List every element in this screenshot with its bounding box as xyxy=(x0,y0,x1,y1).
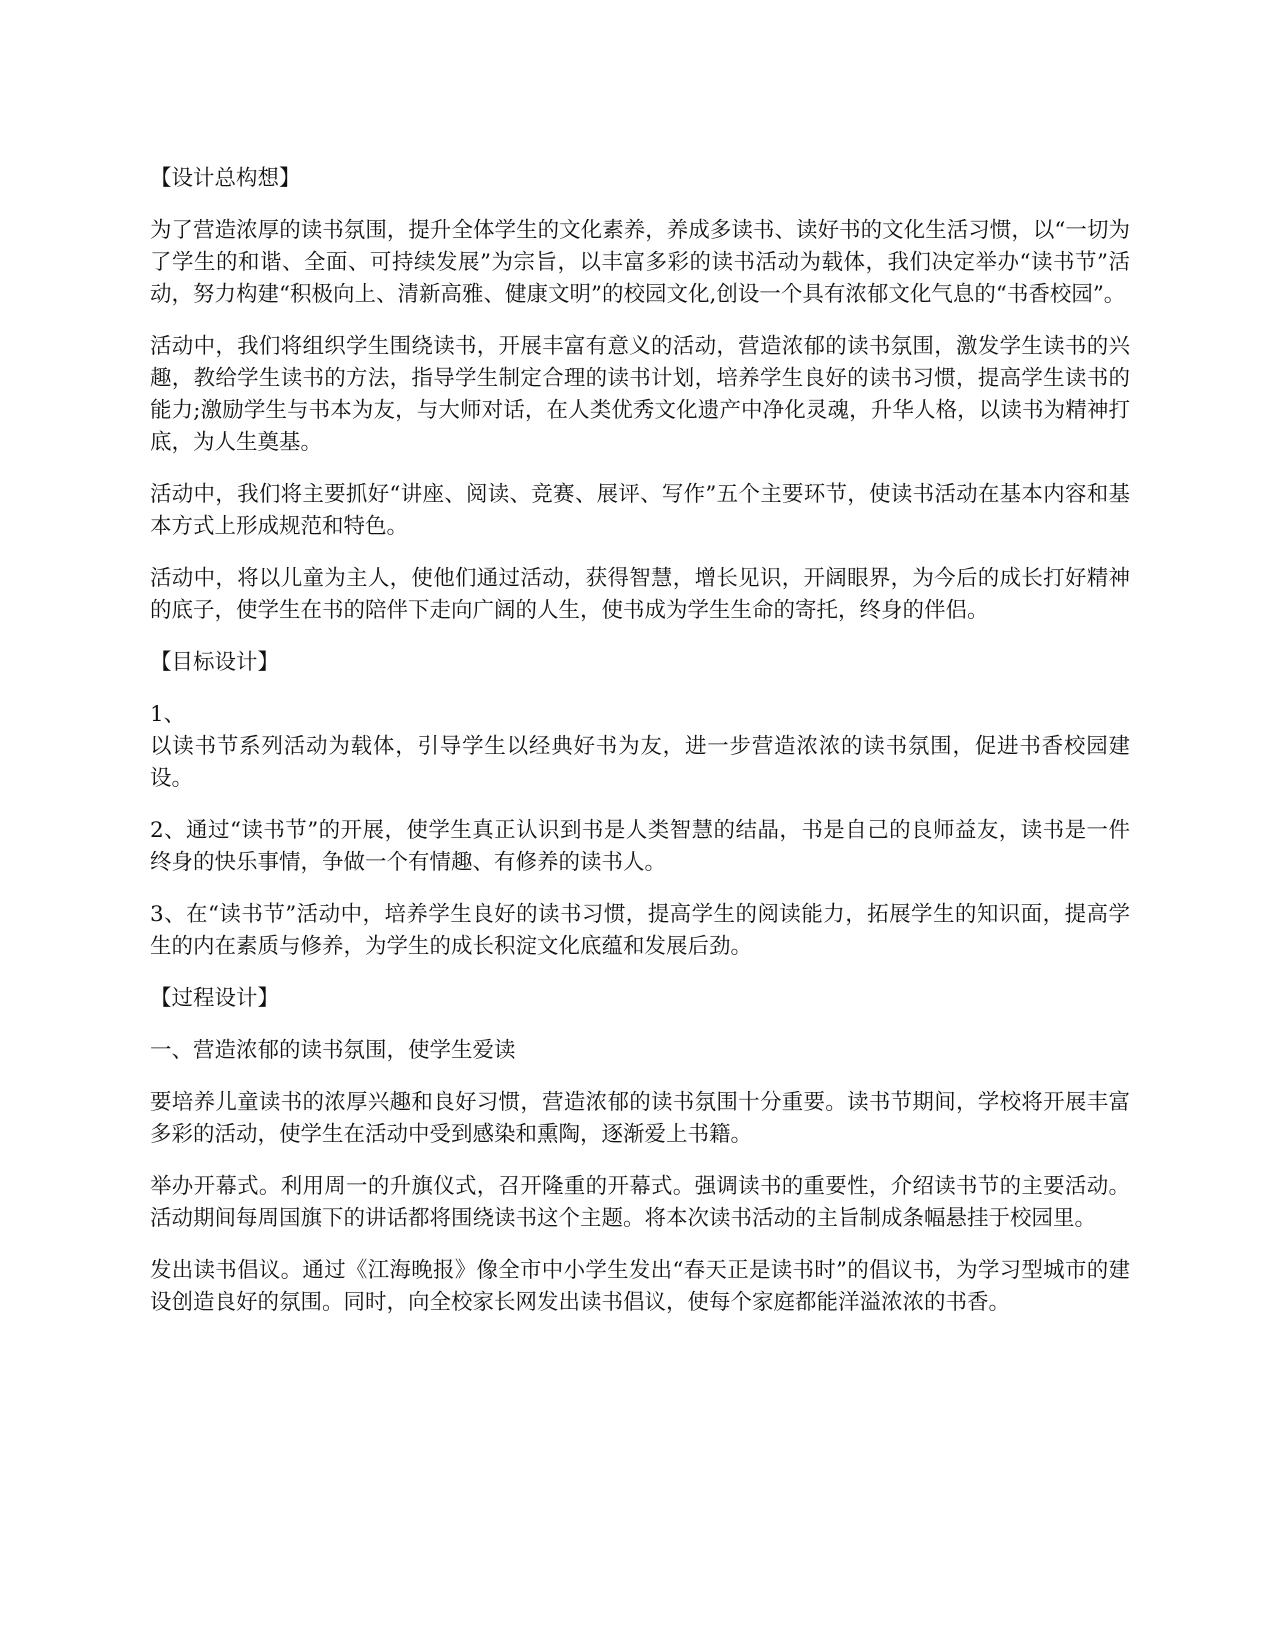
heading-design-concept: 【设计总构想】 xyxy=(150,166,301,191)
document-page xyxy=(150,163,1130,1339)
heading-goal-design: 【目标设计】 xyxy=(150,650,280,675)
goal-1-text: 以读书节系列活动为载体，引导学生以经典好书为友，进一步营造浓浓的读书氛围，促进书香校园建设。 xyxy=(150,734,1130,791)
paragraph-reading-atmosphere: 要培养儿童读书的浓厚兴趣和良好习惯，营造浓郁的读书氛围十分重要。读书节期间，学校将开展丰富多彩的活动，使学生在活动中受到感染和熏陶，逐渐爱上书籍。 xyxy=(150,1090,1130,1147)
heading-process-design: 【过程设计】 xyxy=(150,986,280,1011)
paragraph-activity-goals: 活动中，我们将组织学生围绕读书，开展丰富有意义的活动，营造浓郁的读书氛围，激发学生读书的兴趣，教给学生读书的方法，指导学生制定合理的读书计划，培养学生良好的读书习惯，提高学生读书的能力;激励学生与书本为友，与大师对话，在人类优秀文化遗产中净化灵魂，升华人格，以读书为精神打底，为人生奠基。 xyxy=(150,334,1130,455)
goal-3-text: 3、在“读书节”活动中，培养学生良好的读书习惯，提高学生的阅读能力，拓展学生的知识面，提高学生的内在素质与修养，为学生的成长积淀文化底蕴和发展后劲。 xyxy=(150,902,1130,959)
subheading-reading-atmosphere: 一、营造浓郁的读书氛围，使学生爱读 xyxy=(150,1038,516,1063)
paragraph-activity-links: 活动中，我们将主要抓好“讲座、阅读、竞赛、展评、写作”五个主要环节，使读书活动在基本内容和基本方式上形成规范和特色。 xyxy=(150,482,1130,539)
goal-1-number: 1、 xyxy=(150,702,186,727)
goal-2-text: 2、通过“读书节”的开展，使学生真正认识到书是人类智慧的结晶，书是自己的良师益友，读书是一件终身的快乐事情，争做一个有情趣、有修养的读书人。 xyxy=(150,818,1130,875)
paragraph-reading-initiative: 发出读书倡议。通过《江海晚报》像全市中小学生发出“春天正是读书时”的倡议书，为学习型城市的建设创造良好的氛围。同时，向全校家长网发出读书倡议，使每个家庭都能洋溢浓浓的书香。 xyxy=(150,1258,1130,1315)
paragraph-opening-ceremony: 举办开幕式。利用周一的升旗仪式，召开隆重的开幕式。强调读书的重要性，介绍读书节的主要活动。活动期间每周国旗下的讲话都将围绕读书这个主题。将本次读书活动的主旨制成条幅悬挂于校园里。 xyxy=(150,1174,1130,1231)
paragraph-intro: 为了营造浓厚的读书氛围，提升全体学生的文化素养，养成多读书、读好书的文化生活习惯，以“一切为了学生的和谐、全面、可持续发展”为宗旨，以丰富多彩的读书活动为载体，我们决定举办“读书节”活动，努力构建“积极向上、清新高雅、健康文明”的校园文化,创设一个具有浓郁文化气息的“书香校园”。 xyxy=(150,218,1130,307)
paragraph-children-focus: 活动中，将以儿童为主人，使他们通过活动，获得智慧，增长见识，开阔眼界，为今后的成长打好精神的底子，使学生在书的陪伴下走向广阔的人生，使书成为学生生命的寄托，终身的伴侣。 xyxy=(150,566,1130,623)
